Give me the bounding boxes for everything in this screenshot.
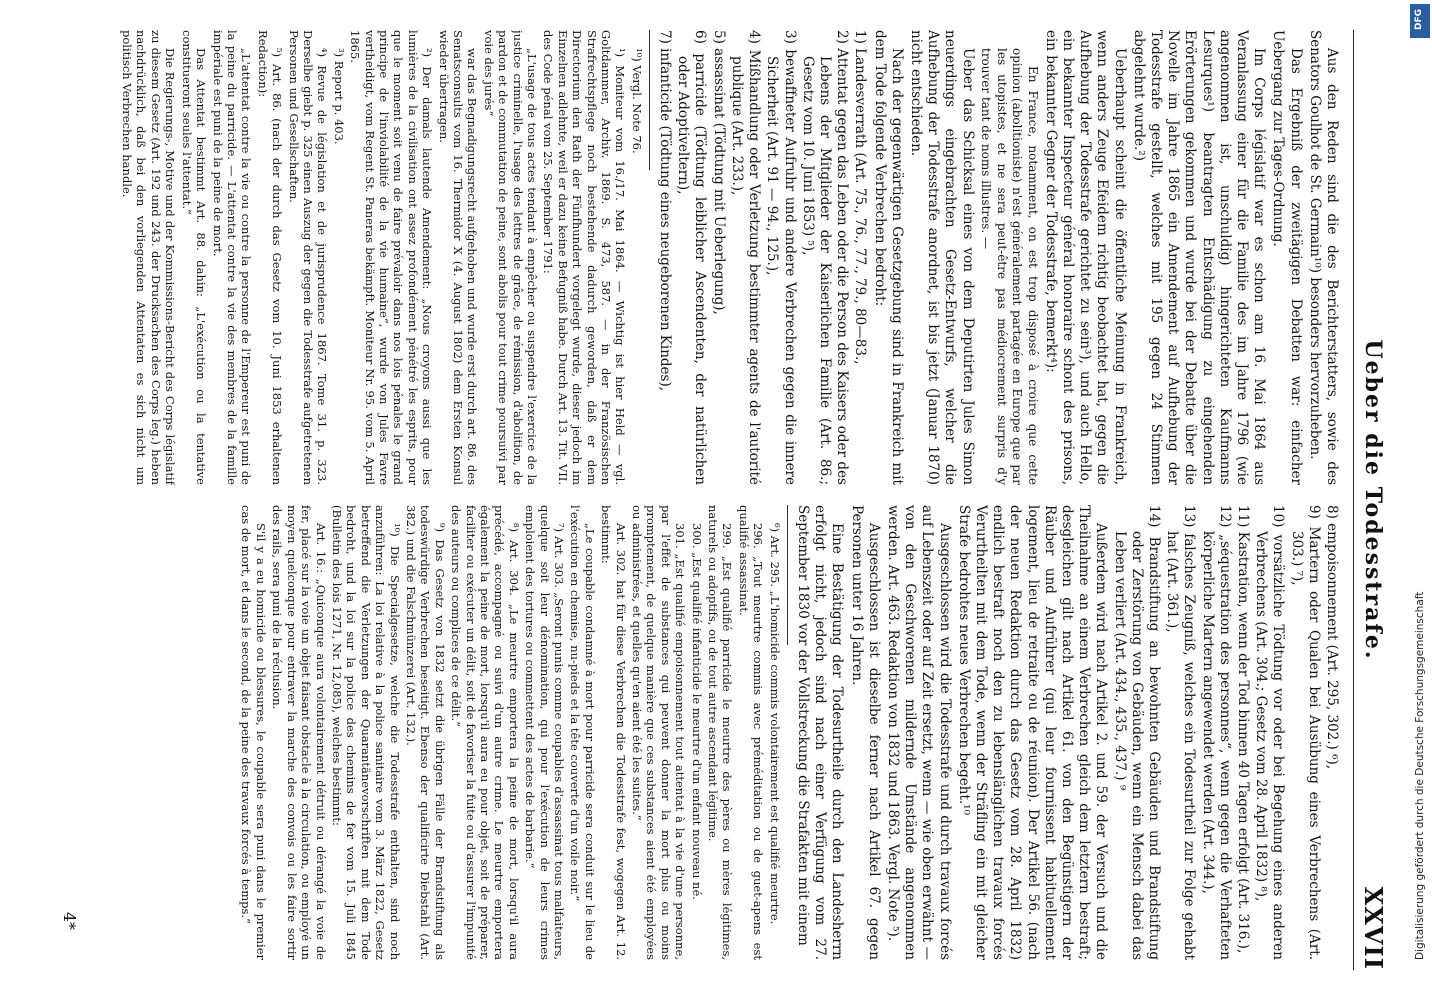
list-item: 9) Martern oder Qualen bei Ausübung eines Verbrechens (Art. 303.) ⁷), xyxy=(1288,505,1322,960)
footnote: ²) Der damals lautende Amendement: „Nous croyons aussi que les lumières de la civilisation ont assez profondément pénétré les esprits, pour que le moment soit venu de faire prévaloir dans nos lois pénales le grand principe de l'inviolabilité de la vie humaine“, wurde von Jules Favre vertheidigt, vom Regent St. Paneras bekämpft. Moniteur Nr. 95. vom 5. April 1865. xyxy=(348,30,435,485)
footnote: Art. 16.: „Quiconque aura volontairement détruit ou dérangé la voie de fer, placé sur la voie un objet faisant obstacle à la circulation, ou employé un moyen quelconque pour entraver la marche des convois ou les faire sortir des rails, sera puni de la réclusion. xyxy=(270,505,328,960)
list-item: 1) Landesverrath (Art. 75., 76., 77., 79., 80—83., xyxy=(852,30,869,365)
footnote: „Le coupable condamné à mort pour parricide sera conduit sur le lieu de l'exécution en chemise, nu-pieds et la tête couverte d'un voile noir.“ xyxy=(568,505,597,960)
right-column xyxy=(40,505,1340,960)
paragraph: Ueber das Schicksal eines von dem Deputirten Jules Simon neuerdings eingebrachten Gesetz-Entwurfs, welcher die Aufhebung der Todesstrafe anordnet, ist bis jetzt (Januar 1870) nicht entschieden. xyxy=(907,30,976,485)
footnote: 300. „Est qualifié infanticide le meurtre d'un enfant nouveau né. xyxy=(689,523,704,900)
list-item: 7) infanticide (Tödtung eines neugeborenen Kindes), xyxy=(657,30,674,392)
paragraph: Das Ergebniß der zweitägigen Debatten war: einfacher Uebergang zur Tages-Ordnung. xyxy=(1270,30,1304,485)
footnote: ³) Report p. 403. xyxy=(331,48,346,145)
footnote: war das Begnadigungsrecht aufgehoben und wurde erst durch art. 86. des Senatsconsults vom 16. Thermidor X (4. August 1802) dem Ersten Konsul wieder übertragen. xyxy=(436,30,480,485)
footnote: ⁹) Das Gesetz von 1832 setzt die übrigen Fälle der Brandstiftung als todeswürdige Verbrechen beseitigt. Ebenso der qualificirte Diebstahl (Art. 382.) und die Falschmünzerei (Art. 132.). xyxy=(403,505,447,960)
list-item: 10) vorsätzliche Tödtung vor oder bei Begehung eines anderen Verbrechens (Art. 304.; Gesetz vom 28. April 1832) ⁸), xyxy=(1253,505,1287,960)
footnote: Das Attentat bestimmt Art. 88. dahin: „L'exécution ou la tentative constitueront seules l'attentat.“ xyxy=(179,30,209,485)
logo-text: DFG xyxy=(1414,8,1424,30)
footnote: 296. „Tout meurtre commis avec préméditation ou de guet-apens est qualifié assassinat. xyxy=(736,505,766,960)
page-header xyxy=(1353,30,1388,970)
list-item: 6) parricide (Tödtung leiblicher Ascendenten, der natürlichen oder Adoptiveltern), xyxy=(675,30,709,485)
footnote: 299. „Est qualifié parricide le meurtre des pères ou mères légitimes, naturels ou adoptifs, ou de tout autre ascendant légitime. xyxy=(706,505,735,960)
french-quote: En France, notamment, on est trop disposé à croire que cette opinion (abolitioniste) n'est généralement partagée en Europe que par les utopistes, et ne sera peut-être pas médiocrement surpris d'y trouver tant de noms illustres. — xyxy=(979,48,1040,485)
footnote: Art. 302. hat für diese Verbrechen die Todesstrafe fest, wogegen Art. 12. bestimmt: xyxy=(599,505,628,960)
footnote: ¹) Moniteur vom 16./17. Mai 1864. — Wichtig ist hier Held — vgl. Goltdammer, Archiv. 1869. S. 473, 587. — in der Französischen Strafrechtspflege noch bestehende dadurch geworden, daß er dem Directorium den Rath der Fünfhundert vorgelegt wurde, dieser jedoch im Einzelnen adlehnte, weil er dazu keine Befugniß habe. Durch Art. 13. Tit. VII. des Code pénal vom 25. September 1791: xyxy=(541,30,628,485)
digitization-footer xyxy=(1408,0,1432,1000)
paragraph: Eine Bestätigung der Todesurtheile durch den Landesherrn erfolgt nicht, jedoch sind nach einer Verfügung vom 27. September 1830 vor der Vollstreckung die Strafakten mit einem xyxy=(794,505,846,960)
dfg-logo-icon xyxy=(1410,4,1430,38)
list-item: 4) Mißhandlung oder Verletzung bestimmter agents de l'autorité publique (Art. 233.), xyxy=(728,30,763,485)
page-number: XXVII xyxy=(1359,886,1388,970)
list-item: 14) Brandstiftung an bewohnten Gebäuden und Brandstiftung oder Zerstörung von Gebäuden, wenn ein Mensch dabei das Leben verliert (Art. 434., 435., 437.) ⁹ xyxy=(1111,505,1162,960)
list-item: 11) Kastration, wenn der Tod binnen 40 Tagen erfolgt (Art. 316.), xyxy=(1234,505,1251,954)
footnote-divider xyxy=(649,30,650,170)
list-item: 13) falsches Zeugniß, welches ein Todesurtheil zur Folge gehabt hat (Art. 361.), xyxy=(1164,505,1198,960)
paragraph: Ausgeschlossen ist dieselbe ferner nach Artikel 67. gegen Personen unter 16 Jahren. xyxy=(848,505,882,960)
footnote: ⁴) Revue de législation et de jurisprudence 1867. Tome 31. p. 323. Derselbe giebt p. 325 einen Auszug der gegen die Todesstrafe aufgetretenen Personen und Gesellschaften. xyxy=(286,30,330,485)
footnote: ⁵) Art. 86. (nach der durch das Gesetz vom 10. Juni 1853 erhaltenen Redaction): xyxy=(255,30,285,485)
footnote: „L'attentat contre la vie ou contre la personne de l'Empereur est puni de la peine du parricide. — L'attentat contre la vie des membres de la famille impériale est puni de la peine de mort. xyxy=(210,30,254,485)
running-head: Ueber die Todesstrafe. xyxy=(1360,339,1386,661)
paragraph: Aus den Reden sind die des Berichterstatters, sowie des Senators Goulhot de St. Germain¹⁰) besonders hervorzuheben. xyxy=(1306,30,1340,485)
paragraph: Nach der gegenwärtigen Gesetzgebung sind in Frankreich mit dem Tode folgende Verbrechen bedroht: xyxy=(871,30,905,485)
left-column xyxy=(40,30,1340,485)
list-item: 5) assassinat (Tödtung mit Ueberlegung), xyxy=(710,30,727,315)
footnote: ¹⁰) Die Specialgesetze, welche die Todesstrafe enthalten, sind noch anzuführen: La loi relative à la police sanitaire vom 3. März 1822, Gesetz betreffend die Verletzungen der Quarantänevorschriften mit dem Tode bedroht, und la loi sur la police des chemins de fer vom 15. Juli 1845 (Bulletin des lois 1271, Nr. 12,085), welches bestimmt: xyxy=(329,505,402,960)
paragraph: Im Corps législatif war es schon am 16. Mai 1864 aus Veranlassung einer für die Familie des im Jahre 1796 (wie angenommen ist, unschuldig) hingerichteten Kaufmanns Lesurques¹) beantragten Entschädigung zu eingehenden Erörterungen gekommen und wurde bei der Debatte über die Novelle im Jahre 1865 ein Amendement auf Aufhebung der Todesstrafe gestellt, welches mit 195 gegen 24 Stimmen abgelehnt wurde.²) xyxy=(1130,30,1268,485)
footnote-divider xyxy=(787,505,788,645)
footnote: ⁶) Art. 295. „L'homicide commis volontairement est qualifié meurtre. xyxy=(767,523,782,925)
footnote: ⁸) Art. 304. „Le meurtre emportera la peine de mort, lorsqu'il aura précédé, accompagné ou suivi d'un autre crime. Le meurtre emportera également la peine de mort, lorsqu'il aura eu pour objet, soit de préparer, faciliter ou exécuter un délit, soit de favoriser la fuite ou d'assurer l'impunité des auteurs ou complices de ce délit.“ xyxy=(449,505,521,960)
paragraph: Außerdem wird nach Artikel 2. und 59. der Versuch und die Theilnahme an einem Verbrechen gleich dem letztern bestraft; desgleichen gilt nach Artikel 61. von den Begünstigern der Räuber und Aufrührer (qui leur fournissent habituellement logement, lieu de retraite ou de réunion). Der Artikel 56. (nach der neuen Redaktion durch das Gesetz vom 28. April 1832) endlich bestraft noch den zu lebenslänglichen travaux forcés Verurtheilten mit dem Tode, wenn der Sträfling ein mit gleicher Strafe bedrohtes neues Verbrechen begeht.¹⁰ xyxy=(955,505,1110,960)
footnote: „L'usage de tous actes tendant à empêcher ou suspendre l'exercice de la justice criminelle, l'usage des lettres de grâce, de rémission, d'abolition, de pardon et de commutation de peine, sont abolis pour tout crime poursuivi par voie des jurés“ xyxy=(481,30,540,485)
paragraph: Ueberhaupt scheint die öffentliche Meinung in Frankreich, wenn anders Zeuge Efeidem richtig beobachtet hat, gegen die Aufhebung der Todesstrafe gerichtet zu sein³), und auch Hello, ein bekannter Inspecteur général honoraire schont des prisons, ein bekannter Gegner der Todesstrafe, bemerkt⁴): xyxy=(1042,30,1128,485)
signature-mark: 4* xyxy=(60,911,79,930)
footnote: S'il y a eu homicide ou blessures, le coupable sera puni dans le premier cas de mort, et dans le second, de la peine des travaux forcés à temps.“ xyxy=(239,505,268,960)
footnote: ⁷) Art. 303. „Seront punis comme coupables d'assassinat tous malfaiteurs, quelque soit leur dénomination, qui pour l'exécution de leurs crimes emploient des tortures ou commettent des actes de barbarie.“ xyxy=(523,505,567,960)
list-item: 12) „séquestration des personnes“, wenn gegen die Verhafteten körperliche Martern angewendet werden (Art. 344.), xyxy=(1199,505,1233,960)
list-item: 2) Attentat gegen das Leben oder die Person des Kaisers oder des Lebens der Mitglieder der Kaiserlichen Familie (Art. 86.; Gesetz vom 10. Juni 1853) ⁵), xyxy=(799,30,851,485)
paragraph: Ausgeschlossen wird die Todesstrafe und durch travaux forcés auf Lebenszeit oder auf Zeit ersetzt, wenn — wie oben erwähnt — von den Geschworenen mildernde Umstände angenommen werden. Art. 463. Redaktion von 1832 und 1863. Vergl. Note ⁵). xyxy=(884,505,953,960)
list-item: 8) empoisonnement (Art. 295, 302.) ⁶), xyxy=(1324,505,1340,770)
digitization-note: Digitalisierung gefördert durch die Deutsche Forschungsgemeinschaft xyxy=(1414,591,1426,960)
list-item: 3) bewaffneter Aufruhr und andere Verbrechen gegen die innere Sicherheit (Art. 91 — 94., 125.), xyxy=(764,30,798,485)
footnote: ¹⁰) Vergl. Note 76. xyxy=(629,48,644,154)
footnote: Die Regierungs-, Motive und der Kommissions-Bericht des Corps législatif zu diesem Gesetz (Art. 192 und 243. der Drucksachen des Corps leg.) heben nachdrücklich, daß bei den vorliegenden Attentaten es sich nicht um politisch Verbrechen handle. xyxy=(120,30,178,485)
footnote: 301. „Est qualifié empoisonnement tout attentat à la vie d'une personne, par l'effet de substances qui peuvent donner la mort plus ou moins promptement, de quelque manière que ces substances aient été employées ou administrées, et quelles qu'en aient été les suites.“ xyxy=(630,505,688,960)
